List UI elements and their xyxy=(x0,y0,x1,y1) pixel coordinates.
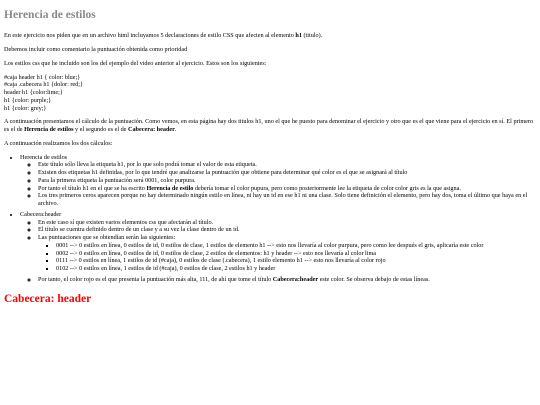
cabecera-heading: Cabecera: header xyxy=(4,292,92,305)
list-bold: Herencia de estilo xyxy=(146,184,194,192)
explanation-text-end: . xyxy=(174,126,177,134)
css-code-block xyxy=(4,74,536,113)
score-item: ▪ 0111 --> 0 estilos en línea, 1 estilos de id (#caja), 0 estilos de clase (.cabecera), 1 estilo elemento h1 --> esto nos llevaría al color rojo xyxy=(56,257,536,265)
list-item xyxy=(38,185,536,193)
intro-paragraph-2: Debemos incluir como comentario la puntuación obtenida como prioridad xyxy=(4,46,188,54)
list-item-herencia xyxy=(20,154,536,208)
list-item: ◦ Para la primera etiqueta la puntuación será 0001, color purpura. xyxy=(38,177,536,185)
list-text: Por tanto el título h1 en el que se ha escrito xyxy=(38,184,147,192)
list-item-label: Herencia de estilos xyxy=(20,153,68,161)
list-text: Por tanto, el color rojo es el que presenta la puntuación más alta, 111, de ahí que tome el título xyxy=(38,275,273,283)
code-line: h1 {color: grey;} xyxy=(4,104,47,112)
intro-text-end: (titulo). xyxy=(301,32,323,40)
intro-paragraph-1 xyxy=(4,32,536,40)
score-item: ▪ 0001 --> 0 estilos en línea, 0 estilos de id, 0 estilos de clase, 1 estilos de elemento h1 --> esto nos llevaría al color purpura, pero como lee después el gris, aplicaría este color xyxy=(56,242,536,250)
score-list xyxy=(38,242,536,273)
code-line: #caja header h1 { color: blue;} xyxy=(4,73,81,81)
explanation-bold-2: Cabecera: header xyxy=(127,126,175,134)
list-item: ◦ Este título sólo lleva la etiqueta h1, por lo que solo podrá tomar el valor de esta etiqueta. xyxy=(38,161,536,169)
list-text: Las puntuaciones que se obtendían serán las siguientes: xyxy=(38,234,176,242)
list-item-cabecera xyxy=(20,211,536,284)
intro-text: En este ejercicio nos piden que en un archivo html incluyamos 5 declaraciones de estilo CSS que afecten al elemento xyxy=(4,32,296,40)
score-item: ▪ 0002 --> 0 estilos en línea, 0 estilos de id, 0 estilos de clase, 2 estilos de elementos: h1 y header --> esto nos llevaría al color lima xyxy=(56,250,536,258)
list-item xyxy=(38,276,536,284)
calc-list xyxy=(4,154,536,284)
explanation-text-mid: y el segundo es el de xyxy=(73,126,128,134)
intro-paragraph-3: Los estilos css que he incluido son los del ejemplo del video anterior al ejercicio. Estos son los siguientes: xyxy=(4,59,267,67)
list-item: ◦ Los tres primeros ceros aparecen porque no hay determinado ningún estilo en línea, ni hay un id en ese h1 ni una clase. Solo tiene definición el elemento, pero hay dos, toma el último que haya en el archivo. xyxy=(38,192,536,208)
list-item: ◦ El título se cuentra definido dentro de un clase y a su vez la clase dentro de un id. xyxy=(38,226,536,234)
explanation-paragraph xyxy=(4,118,536,134)
list-bold: Cabecera:header xyxy=(272,275,319,283)
intro-bold-h1: h1 xyxy=(295,32,302,40)
sub-list xyxy=(20,219,536,284)
code-line: #caja .cabecera h1 {dolor: red;} xyxy=(4,81,83,89)
code-line: h1 {color: purple;} xyxy=(4,96,52,104)
list-item: ◦ En este caso sí que existen varios elementos css que afectarán al título. xyxy=(38,219,536,227)
page-title: Herencia de estilos xyxy=(4,9,96,21)
calc-intro: A continuación realizamos los dos cálculos: xyxy=(4,139,113,147)
list-text: este color. Se observa debajo de estas líneas. xyxy=(318,275,430,283)
explanation-text: A continuación presentamos el cálculo de la puntuación. Como vemos, en esta página hay dos titulos h1, uno el que he puesto para denominar el ejercicio y otro que es el que viene para el ejercicio en sí. El primero es el de xyxy=(4,118,534,134)
sub-list xyxy=(20,161,536,208)
list-item-label: Cabecera:header xyxy=(20,210,62,218)
list-item xyxy=(38,234,536,273)
code-line: header h1 {color:lime;} xyxy=(4,89,63,97)
list-text: debería tomar el color pupura, pero como posteriormente lee la etiqueta de color color gris es la que asigna. xyxy=(193,184,461,192)
score-item: ▪ 0102 --> 0 estilos en línea, 1 estilos de id (#caja), 0 estilos de clase, 2 estilos h1 y header xyxy=(56,265,536,273)
explanation-bold-1: Herencia de estilos xyxy=(24,126,74,134)
list-item: ◦ Existen dos etiquetas h1 definidas, por lo que tendré que analizarse la puntuación que obtiene para determinar qué color es el que se asignará al título xyxy=(38,169,536,177)
